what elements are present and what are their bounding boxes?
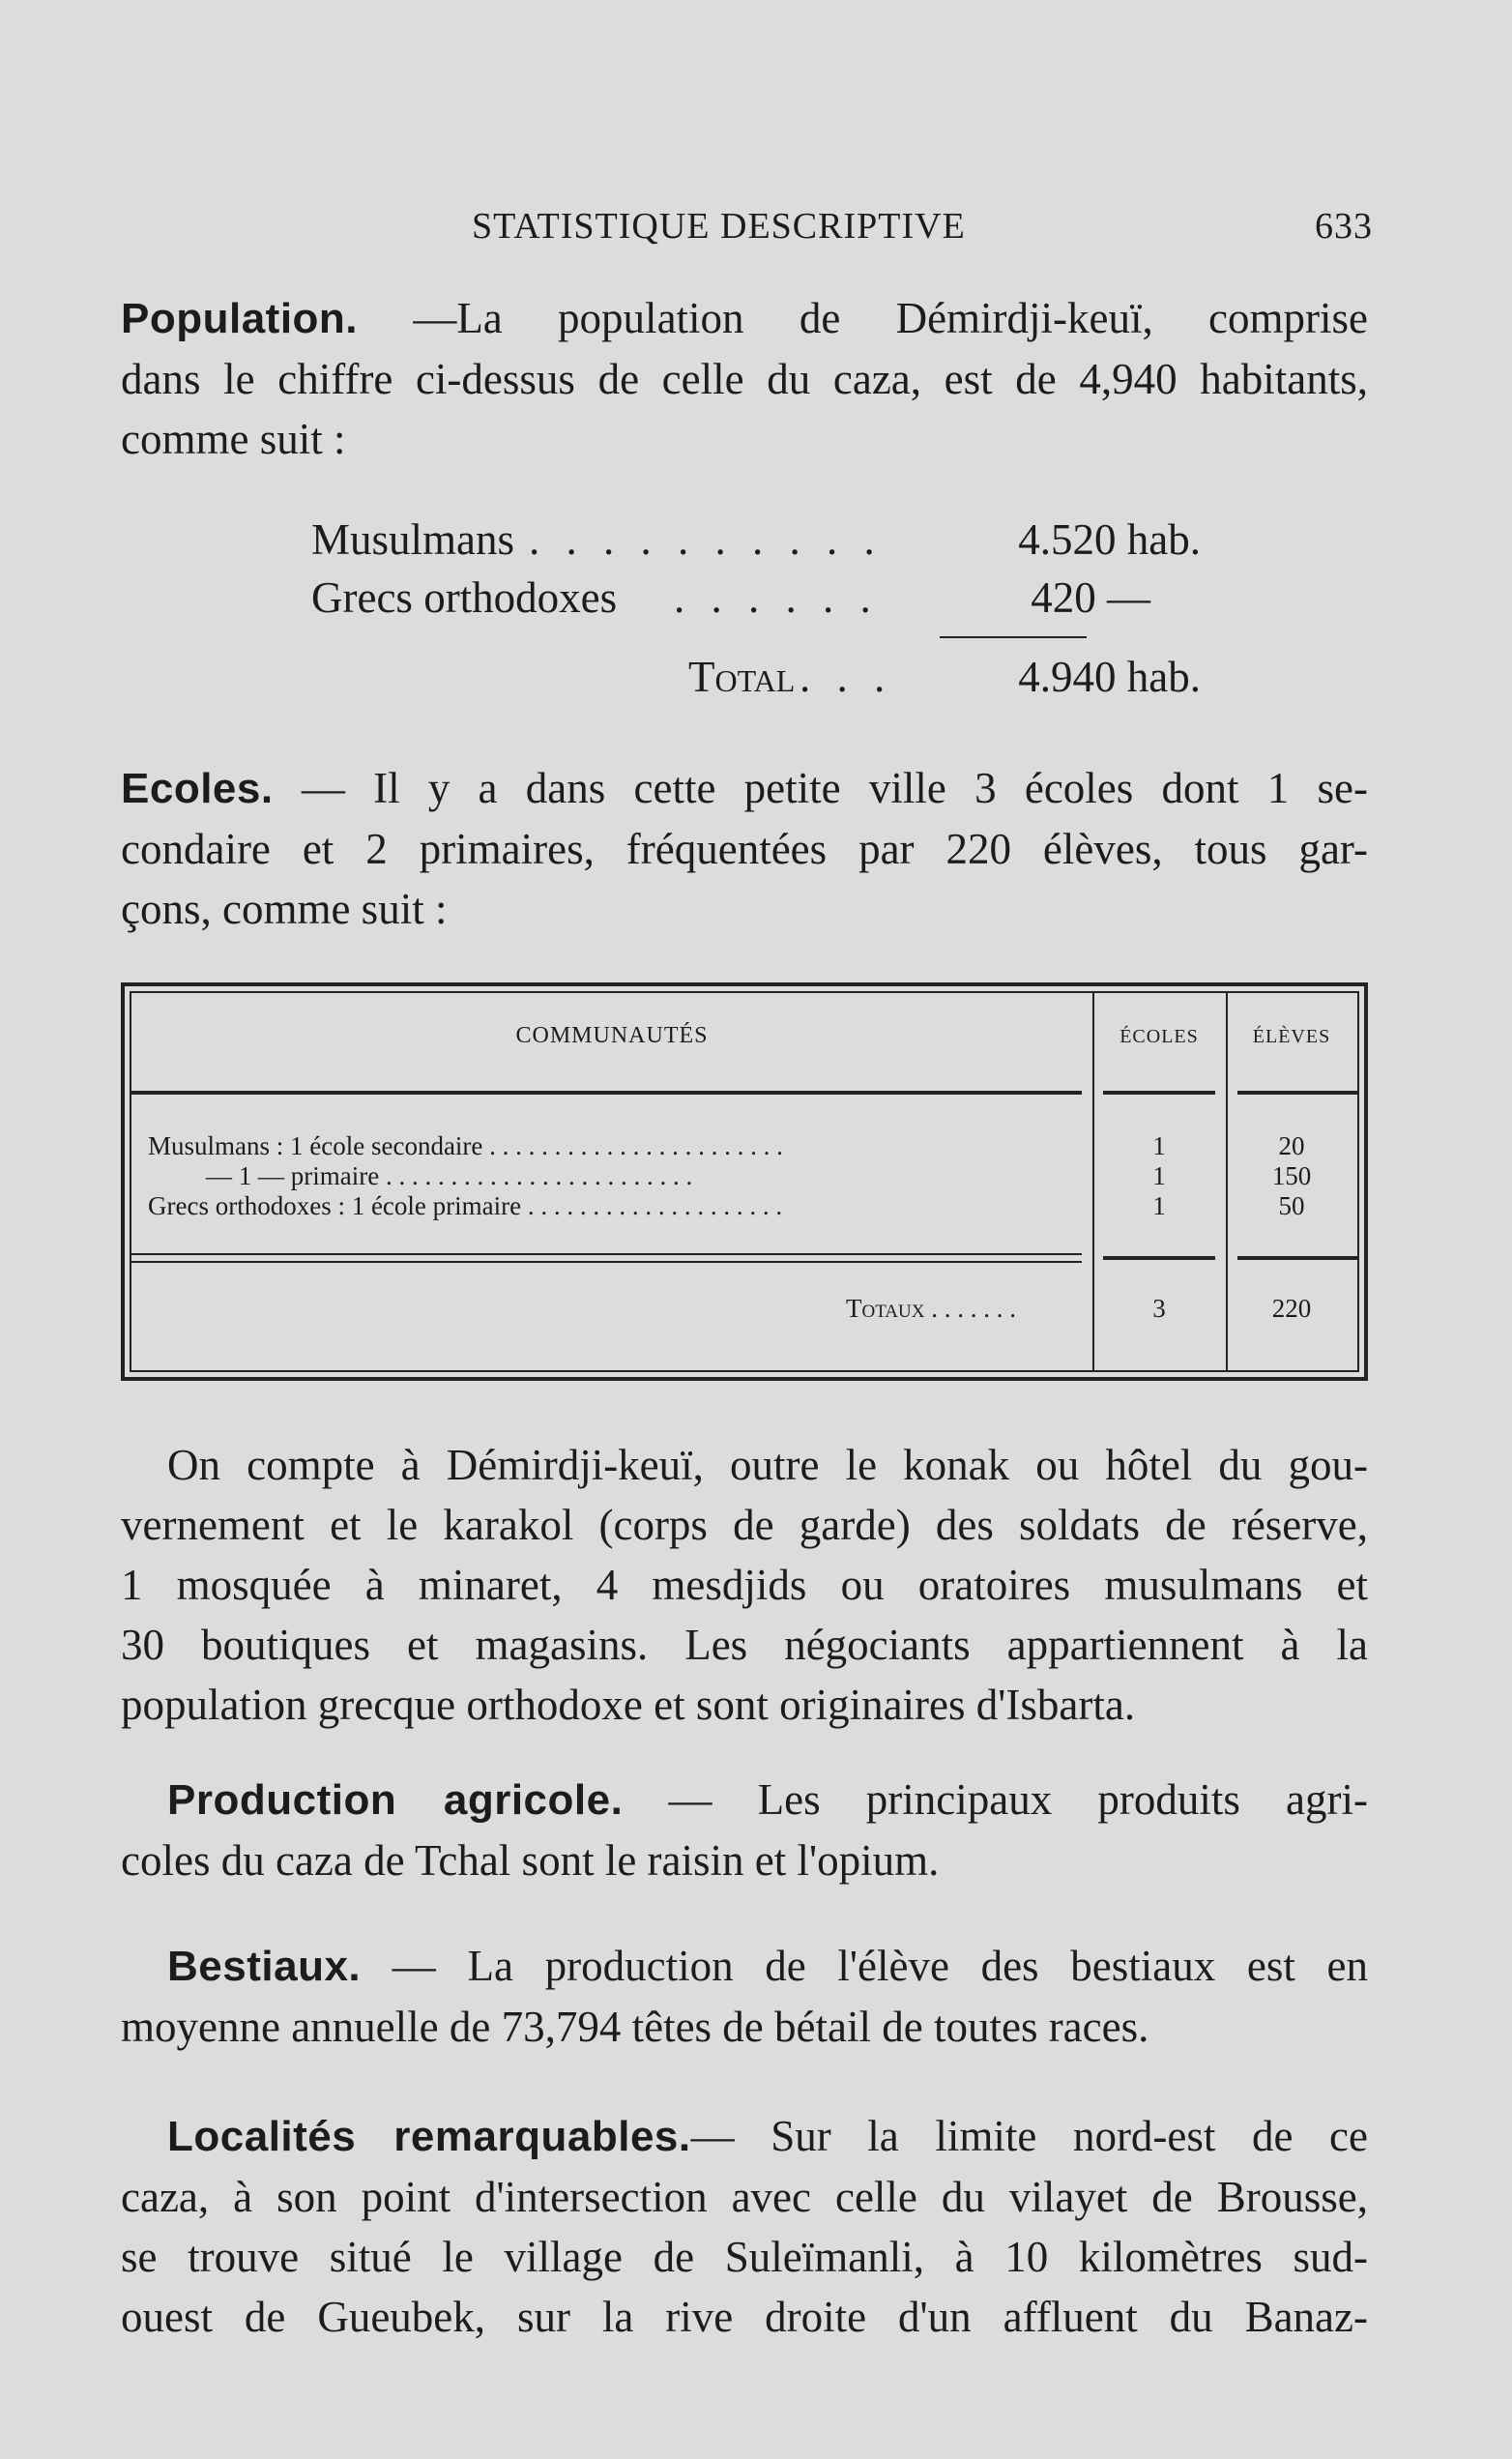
- paragraph-line: se trouve situé le village de Suleïmanli, à 10 kilomètres sud-: [121, 2233, 1368, 2281]
- paragraph-line: Ecoles. — Il y a dans cette petite ville 3 écoles dont 1 se-: [121, 764, 1368, 812]
- paragraph-line: caza, à son point d'intersection avec celle du vilayet de Brousse,: [121, 2173, 1368, 2221]
- table-row-eleves: 50: [1278, 1191, 1305, 1220]
- localites-heading: Localités remarquables.: [167, 2113, 691, 2160]
- production-heading: Production agricole.: [167, 1776, 624, 1824]
- leader-dots: . . .: [800, 653, 893, 701]
- paragraph-line: 30 boutiques et magasins. Les négociants appartiennent à la: [121, 1621, 1368, 1669]
- bestiaux-paragraph: [121, 1936, 1368, 2057]
- header-rule: [1103, 1091, 1215, 1095]
- header-ecoles: ÉCOLES: [1119, 1026, 1199, 1047]
- schools-table: [121, 982, 1368, 1381]
- production-paragraph: [121, 1770, 1368, 1890]
- population-label: Musulmans: [311, 515, 515, 564]
- totals-rule: [131, 1253, 1082, 1255]
- ecoles-heading: Ecoles.: [121, 765, 274, 812]
- totals-rule: [131, 1261, 1082, 1263]
- leader-dots: . . . . . .: [674, 573, 879, 622]
- paragraph-line: Localités remarquables.— Sur la limite nord-est de ce: [167, 2112, 1368, 2160]
- paragraph-line: On compte à Démirdji-keuï, outre le konak ou hôtel du gou-: [167, 1441, 1368, 1489]
- table-row-ecoles: 1: [1152, 1191, 1166, 1220]
- population-row: [311, 572, 1201, 630]
- totals-ecoles: 3: [1152, 1294, 1166, 1323]
- table-row-ecoles: 1: [1152, 1161, 1166, 1190]
- paragraph-line: vernement et le karakol (corps de garde) des soldats de réserve,: [121, 1501, 1368, 1549]
- totals-rule: [1103, 1256, 1215, 1260]
- body-paragraph: [121, 1435, 1368, 1735]
- header-rule: [131, 1091, 1082, 1095]
- sum-rule: [940, 636, 1087, 638]
- totals-eleves: 220: [1271, 1294, 1312, 1323]
- paragraph-line: Production agricole. — Les principaux produits agri-: [167, 1775, 1369, 1824]
- paragraph-line: population grecque orthodoxe et sont originaires d'Isbarta.: [121, 1681, 1136, 1729]
- table-row-ecoles: 1: [1152, 1131, 1166, 1160]
- paragraph-line: coles du caza de Tchal sont le raisin et l'opium.: [121, 1836, 940, 1885]
- population-value: 4.520 hab.: [1018, 515, 1201, 564]
- total-value: 4.940 hab.: [1018, 653, 1201, 701]
- paragraph-line: Population. —La population de Démirdji-keuï, comprise: [121, 294, 1368, 342]
- header-eleves: ÉLÈVES: [1252, 1026, 1331, 1047]
- table-row-label: Grecs orthodoxes : 1 école primaire . . . . . . . . . . . . . . . . . . . .: [148, 1191, 783, 1220]
- running-head-title: STATISTIQUE DESCRIPTIVE: [472, 206, 966, 247]
- totals-label: Totaux . . . . . . .: [846, 1294, 1016, 1323]
- population-total-row: [311, 652, 1201, 710]
- paragraph-line: condaire et 2 primaires, fréquentées par 220 élèves, tous gar-: [121, 825, 1368, 873]
- header-communautes: COMMUNAUTÉS: [515, 1023, 709, 1048]
- leader-dots: . . . . . . . . . .: [529, 515, 883, 564]
- running-head: [121, 205, 1373, 253]
- paragraph-line: dans le chiffre ci-dessus de celle du caza, est de 4,940 habitants,: [121, 355, 1368, 403]
- population-paragraph: [121, 288, 1368, 469]
- bestiaux-heading: Bestiaux.: [167, 1943, 362, 1990]
- ecoles-paragraph: [121, 758, 1368, 939]
- population-heading: Population.: [121, 295, 359, 342]
- table-row-eleves: 20: [1278, 1131, 1305, 1160]
- paragraph-line: moyenne annuelle de 73,794 têtes de bétail de toutes races.: [121, 2003, 1149, 2051]
- localites-paragraph: [121, 2106, 1368, 2347]
- table-row-label: Musulmans : 1 école secondaire . . . . . . . . . . . . . . . . . . . . . . .: [148, 1131, 783, 1160]
- paragraph-line: 1 mosquée à minaret, 4 mesdjids ou oratoires musulmans et: [121, 1561, 1368, 1609]
- paragraph-line: ouest de Gueubek, sur la rive droite d'un affluent du Banaz-: [121, 2293, 1368, 2341]
- page-number: 633: [1315, 206, 1373, 247]
- paragraph-line: Bestiaux. — La production de l'élève des bestiaux est en: [167, 1942, 1368, 1990]
- paragraph-line: comme suit :: [121, 415, 346, 463]
- paragraph-line: çons, comme suit :: [121, 885, 448, 933]
- table-row-eleves: 150: [1271, 1161, 1312, 1190]
- total-label: Total: [688, 653, 796, 701]
- population-label: Grecs orthodoxes: [311, 573, 618, 622]
- population-row: [311, 514, 1201, 572]
- totals-rule: [1237, 1256, 1357, 1260]
- table-row-label: — 1 — primaire . . . . . . . . . . . . . . . . . . . . . . . .: [206, 1161, 693, 1190]
- population-value: 420 —: [1031, 573, 1150, 622]
- header-rule: [1237, 1091, 1357, 1095]
